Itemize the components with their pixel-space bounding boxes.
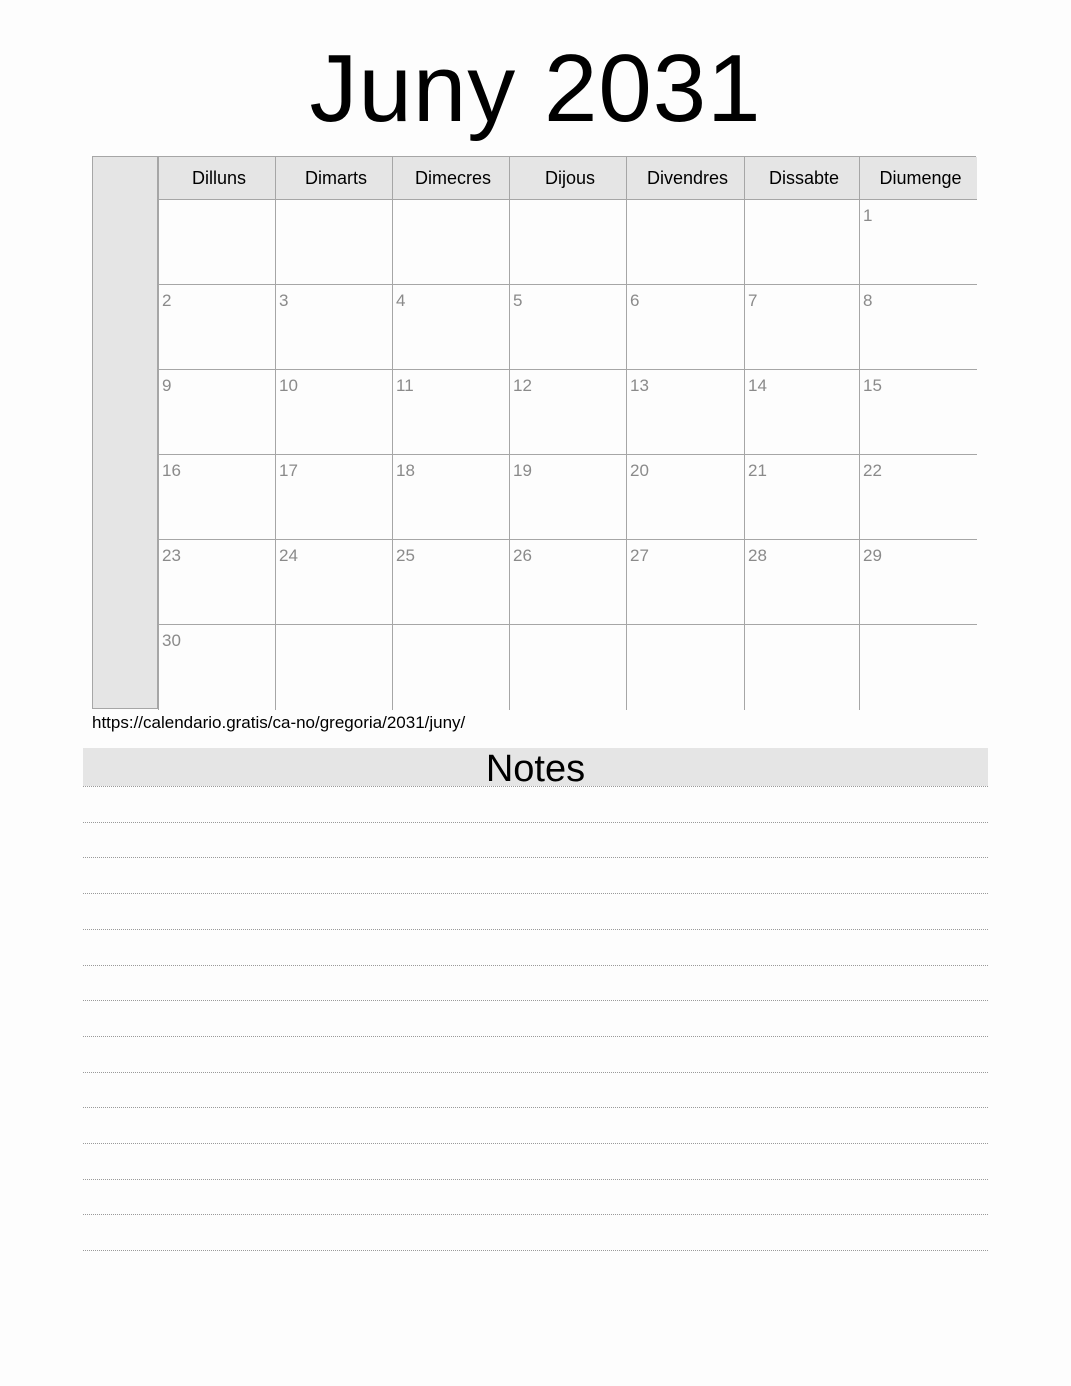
weekday-header: Dimarts [275, 157, 392, 200]
day-number: 29 [863, 546, 882, 565]
day-number: 18 [396, 461, 415, 480]
day-cell[interactable] [275, 285, 392, 370]
calendar-days [158, 157, 975, 708]
day-cell[interactable] [392, 455, 509, 540]
day-number: 12 [513, 376, 532, 395]
day-cell[interactable] [859, 625, 977, 710]
day-cell[interactable] [392, 625, 509, 710]
day-cell[interactable] [509, 455, 626, 540]
weekday-header: Dimecres [392, 157, 509, 200]
day-number: 27 [630, 546, 649, 565]
day-cell[interactable] [275, 625, 392, 710]
notes-line [83, 822, 988, 823]
day-number: 6 [630, 291, 640, 310]
day-cell[interactable] [859, 455, 977, 540]
day-number: 10 [279, 376, 298, 395]
day-number: 25 [396, 546, 415, 565]
day-number: 20 [630, 461, 649, 480]
notes-line [83, 1250, 988, 1251]
notes-title: Notes [83, 748, 988, 786]
day-cell[interactable] [509, 540, 626, 625]
notes-line [83, 1036, 988, 1037]
day-cell[interactable] [392, 285, 509, 370]
weekday-header: Dissabte [744, 157, 859, 200]
day-cell[interactable] [859, 370, 977, 455]
weekday-header: Divendres [626, 157, 744, 200]
notes-line [83, 1107, 988, 1108]
day-cell[interactable] [509, 370, 626, 455]
notes-line [83, 1072, 988, 1073]
notes-line [83, 786, 988, 787]
day-cell[interactable] [158, 455, 275, 540]
day-cell[interactable] [158, 200, 275, 285]
day-number: 26 [513, 546, 532, 565]
day-cell[interactable] [859, 285, 977, 370]
day-cell[interactable] [275, 200, 392, 285]
weekday-header: Dilluns [158, 157, 275, 200]
day-number: 19 [513, 461, 532, 480]
day-cell[interactable] [158, 625, 275, 710]
day-cell[interactable] [744, 285, 859, 370]
day-number: 30 [162, 631, 181, 650]
day-number: 7 [748, 291, 758, 310]
day-number: 11 [396, 376, 414, 395]
calendar-grid [92, 156, 976, 709]
day-number: 9 [162, 376, 172, 395]
day-cell[interactable] [392, 540, 509, 625]
source-url[interactable]: https://calendario.gratis/ca-no/gregoria/2031/juny/ [92, 713, 466, 732]
day-cell[interactable] [158, 370, 275, 455]
day-number: 13 [630, 376, 649, 395]
notes-line [83, 1000, 988, 1001]
day-cell[interactable] [744, 370, 859, 455]
day-number: 28 [748, 546, 767, 565]
day-number: 3 [279, 291, 289, 310]
notes-line [83, 857, 988, 858]
day-cell[interactable] [509, 285, 626, 370]
day-cell[interactable] [392, 370, 509, 455]
notes-line [83, 1143, 988, 1144]
day-cell[interactable] [744, 625, 859, 710]
day-cell[interactable] [859, 540, 977, 625]
day-number: 5 [513, 291, 523, 310]
day-cell[interactable] [275, 540, 392, 625]
day-number: 21 [748, 461, 767, 480]
week-number-column [93, 157, 158, 708]
notes-line [83, 1179, 988, 1180]
weekday-header: Diumenge [859, 157, 977, 200]
day-cell[interactable] [859, 200, 977, 285]
day-number: 15 [863, 376, 882, 395]
day-cell[interactable] [392, 200, 509, 285]
notes-line [83, 965, 988, 966]
day-number: 16 [162, 461, 181, 480]
day-number: 8 [863, 291, 873, 310]
day-cell[interactable] [626, 625, 744, 710]
day-cell[interactable] [626, 200, 744, 285]
day-cell[interactable] [626, 540, 744, 625]
day-cell[interactable] [158, 285, 275, 370]
day-cell[interactable] [509, 200, 626, 285]
day-number: 22 [863, 461, 882, 480]
weekday-header: Dijous [509, 157, 626, 200]
notes-line [83, 893, 988, 894]
day-cell[interactable] [744, 540, 859, 625]
day-cell[interactable] [509, 625, 626, 710]
day-number: 2 [162, 291, 172, 310]
day-number: 23 [162, 546, 181, 565]
day-cell[interactable] [744, 200, 859, 285]
day-number: 4 [396, 291, 406, 310]
page-title: Juny 2031 [309, 35, 762, 142]
notes-line [83, 1214, 988, 1215]
day-number: 1 [863, 206, 873, 225]
day-cell[interactable] [626, 370, 744, 455]
notes-line [83, 929, 988, 930]
day-cell[interactable] [275, 370, 392, 455]
day-number: 17 [279, 461, 298, 480]
day-cell[interactable] [275, 455, 392, 540]
day-cell[interactable] [744, 455, 859, 540]
day-number: 14 [748, 376, 767, 395]
day-number: 24 [279, 546, 298, 565]
day-cell[interactable] [158, 540, 275, 625]
day-cell[interactable] [626, 455, 744, 540]
day-cell[interactable] [626, 285, 744, 370]
